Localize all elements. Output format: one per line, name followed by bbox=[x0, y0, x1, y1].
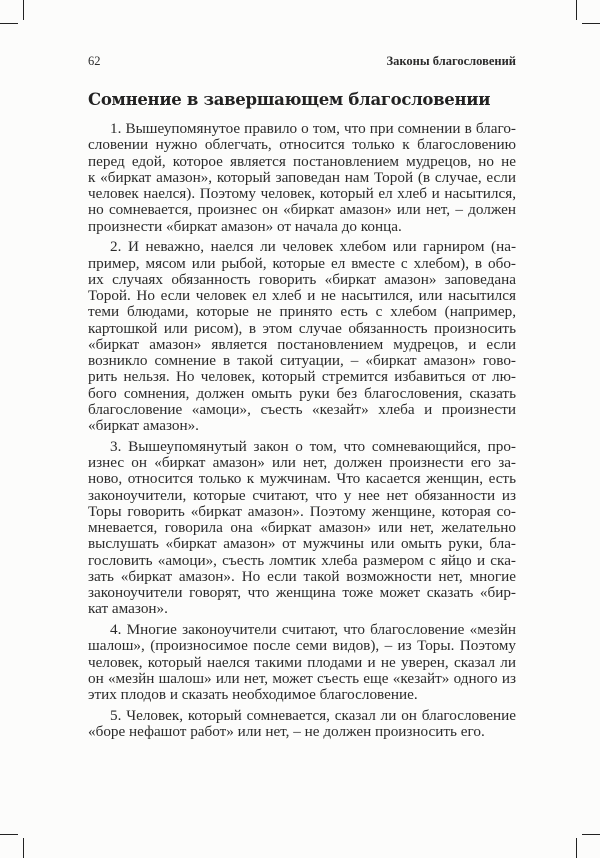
text-line: перед едой, которое является постановлением мудрецов, но не bbox=[88, 152, 516, 170]
text-line: словении нужно облегчать, относится только к благословению bbox=[88, 136, 516, 154]
body-text bbox=[88, 121, 516, 745]
text-line: человек наелся). Поэтому человек, который ел хлеб и насытился, bbox=[88, 185, 516, 202]
text-line: картошкой или рисом), в этом случае обязанность произносить bbox=[88, 319, 516, 337]
text-line: изнес он «биркат амазон» или нет, должен произнести его за- bbox=[88, 454, 516, 471]
text-line: он «мезйн шалош» или нет, может съесть еще «кезайт» одного из bbox=[88, 669, 516, 687]
text-line: ново, относится только к мужчинам. Что касается женщин, есть bbox=[88, 470, 516, 488]
paragraph-3 bbox=[88, 439, 516, 618]
crop-mark bbox=[582, 834, 600, 835]
page-number: 62 bbox=[88, 54, 101, 68]
text-line: теми блюдами, которые не принято есть с хлебом (например, bbox=[88, 303, 516, 321]
crop-mark bbox=[0, 23, 18, 24]
crop-mark bbox=[576, 0, 577, 20]
text-line: этих плодов и сказать необходимое благословение. bbox=[88, 686, 418, 703]
text-line: выслушать «биркат амазон» от мужчины или омыть руки, бла- bbox=[88, 535, 516, 553]
crop-mark bbox=[582, 23, 600, 24]
running-title: Законы благословений bbox=[386, 54, 516, 68]
text-line: шалош», (произносимое после семи видов), – из Торы. Поэтому bbox=[88, 637, 516, 655]
text-line: «биркат амазон» является постановлением мудрецов, и если bbox=[88, 335, 516, 353]
text-line: «боре нефашот работ» или нет, – не должен произносить его. bbox=[88, 723, 485, 740]
text-line: произнести «биркат амазон» от начала до конца. bbox=[88, 217, 402, 235]
crop-mark bbox=[576, 838, 577, 858]
text-line: «биркат амазон». bbox=[88, 417, 199, 434]
text-line: кат амазон». bbox=[88, 600, 168, 618]
running-header bbox=[88, 54, 516, 70]
text-line: но сомневается, произнес он «биркат амазон» или нет, – должен bbox=[88, 201, 516, 219]
paragraph-4 bbox=[88, 622, 516, 703]
text-line: пример, мясом или рыбой, которые ел вместе с хлебом), в обо- bbox=[88, 254, 516, 272]
crop-mark bbox=[23, 838, 24, 858]
section-title: Сомнение в завершающем благословении bbox=[88, 90, 491, 109]
paragraph-1 bbox=[88, 121, 516, 235]
text-line: рить нельзя. Но человек, который стремится избавиться от лю- bbox=[88, 368, 516, 386]
text-line: к «биркат амазон», который заповедан нам Торой (в случае, если bbox=[88, 168, 516, 186]
paragraph-5 bbox=[88, 708, 516, 741]
text-line: Торы говорить «биркат амазон». Поэтому женщине, которая со- bbox=[88, 502, 516, 520]
text-line: 5. Человек, который сомневается, сказал ли он благословение bbox=[110, 706, 516, 724]
paragraph-2 bbox=[88, 239, 516, 434]
text-line: Торой. Но если человек ел хлеб и не насытился, или насытился bbox=[88, 287, 516, 304]
text-line: законоучители говорят, что женщина тоже может сказать «бир- bbox=[88, 584, 516, 601]
text-line: 3. Вышеупомянутый закон о том, что сомневающийся, про- bbox=[110, 437, 516, 455]
text-line: возникло сомнение в такой ситуации, – «биркат амазон» гово- bbox=[88, 352, 516, 369]
text-line: бого сомнения, должен омыть руки без благословения, сказать bbox=[88, 384, 516, 402]
text-line: гословить «амоци», съесть ломтик хлеба размером с яйцо и ска- bbox=[88, 551, 516, 569]
text-line: 1. Вышеупомянутое правило о том, что при сомнении в благо- bbox=[110, 120, 516, 137]
text-line: 2. И неважно, наелся ли человек хлебом или гарниром (на- bbox=[110, 238, 516, 256]
crop-mark bbox=[23, 0, 24, 20]
text-line: законоучители, которые считают, что у нее нет обязанности из bbox=[88, 486, 516, 504]
text-line: мневается, говорила она «биркат амазон» или нет, желательно bbox=[88, 519, 516, 536]
text-line: благословение «амоци», съесть «кезайт» хлеба и произнести bbox=[88, 400, 516, 418]
text-line: зать «биркат амазон». Но если такой возможности нет, многие bbox=[88, 567, 516, 585]
text-line: 4. Многие законоучители считают, что благословение «мезйн bbox=[110, 621, 516, 638]
text-line: их случаях обязанность говорить «биркат амазон» заповедана bbox=[88, 270, 516, 288]
text-line: человек, который наелся такими плодами и не уверен, сказал ли bbox=[88, 653, 516, 671]
crop-mark bbox=[0, 834, 18, 835]
